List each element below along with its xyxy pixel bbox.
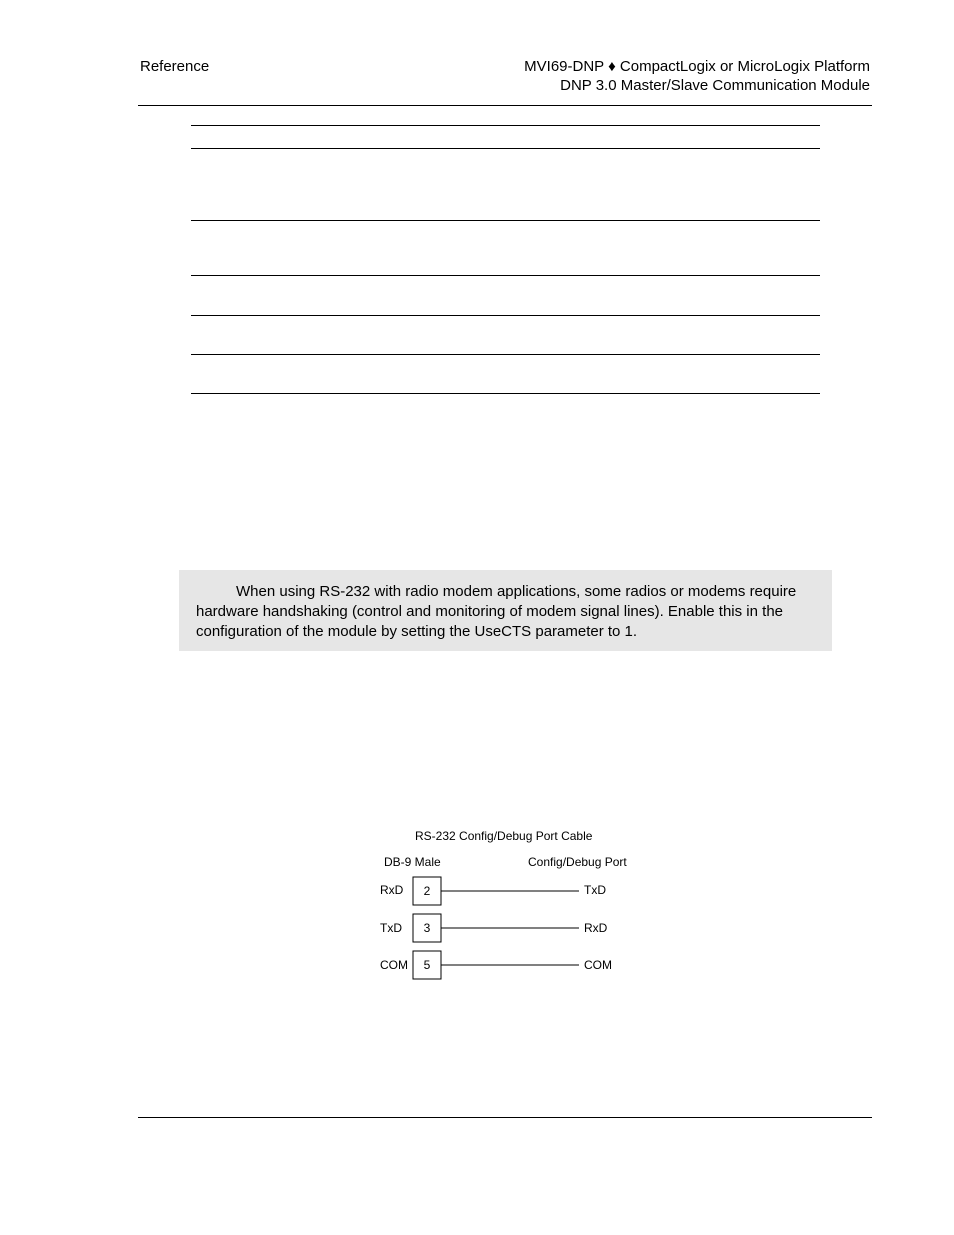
diagram-right-header: Config/Debug Port [528, 855, 627, 869]
right-signal-label: RxD [584, 921, 608, 935]
table-rule [191, 275, 820, 276]
table-rule [191, 354, 820, 355]
header-product-line-1: MVI69-DNP ♦ CompactLogix or MicroLogix Platform [524, 58, 870, 75]
right-signal-label: COM [584, 958, 612, 972]
connection-row [380, 877, 606, 905]
connection-row [380, 914, 608, 942]
diagram-left-header: DB-9 Male [384, 855, 441, 869]
table-rule [191, 220, 820, 221]
footer-rule [138, 1117, 872, 1118]
pin-number: 5 [423, 958, 431, 972]
left-signal-label: RxD [380, 883, 404, 897]
connection-row [380, 951, 612, 979]
right-signal-label: TxD [584, 883, 606, 897]
header-rule [138, 105, 872, 106]
header-product-title [524, 57, 870, 95]
pin-number: 2 [423, 884, 431, 898]
pin-number: 3 [423, 921, 431, 935]
note-box [179, 570, 832, 651]
header-section-label: Reference [140, 58, 210, 75]
cable-pinout-diagram [370, 826, 650, 986]
diagram-title: RS-232 Config/Debug Port Cable [415, 829, 593, 843]
table-rule [191, 393, 820, 394]
left-signal-label: TxD [380, 921, 402, 935]
table-rule [191, 148, 820, 149]
table-rule [191, 315, 820, 316]
left-signal-label: COM [380, 958, 408, 972]
table-rule [191, 125, 820, 126]
note-text: When using RS-232 with radio modem applications, some radios or modems require hardware handshaking (control and monitoring of modem signal lines). Enable this in the configuration of the module by setting the UseCTS parameter to 1. [196, 583, 797, 640]
header-product-line-2: DNP 3.0 Master/Slave Communication Module [560, 77, 870, 94]
